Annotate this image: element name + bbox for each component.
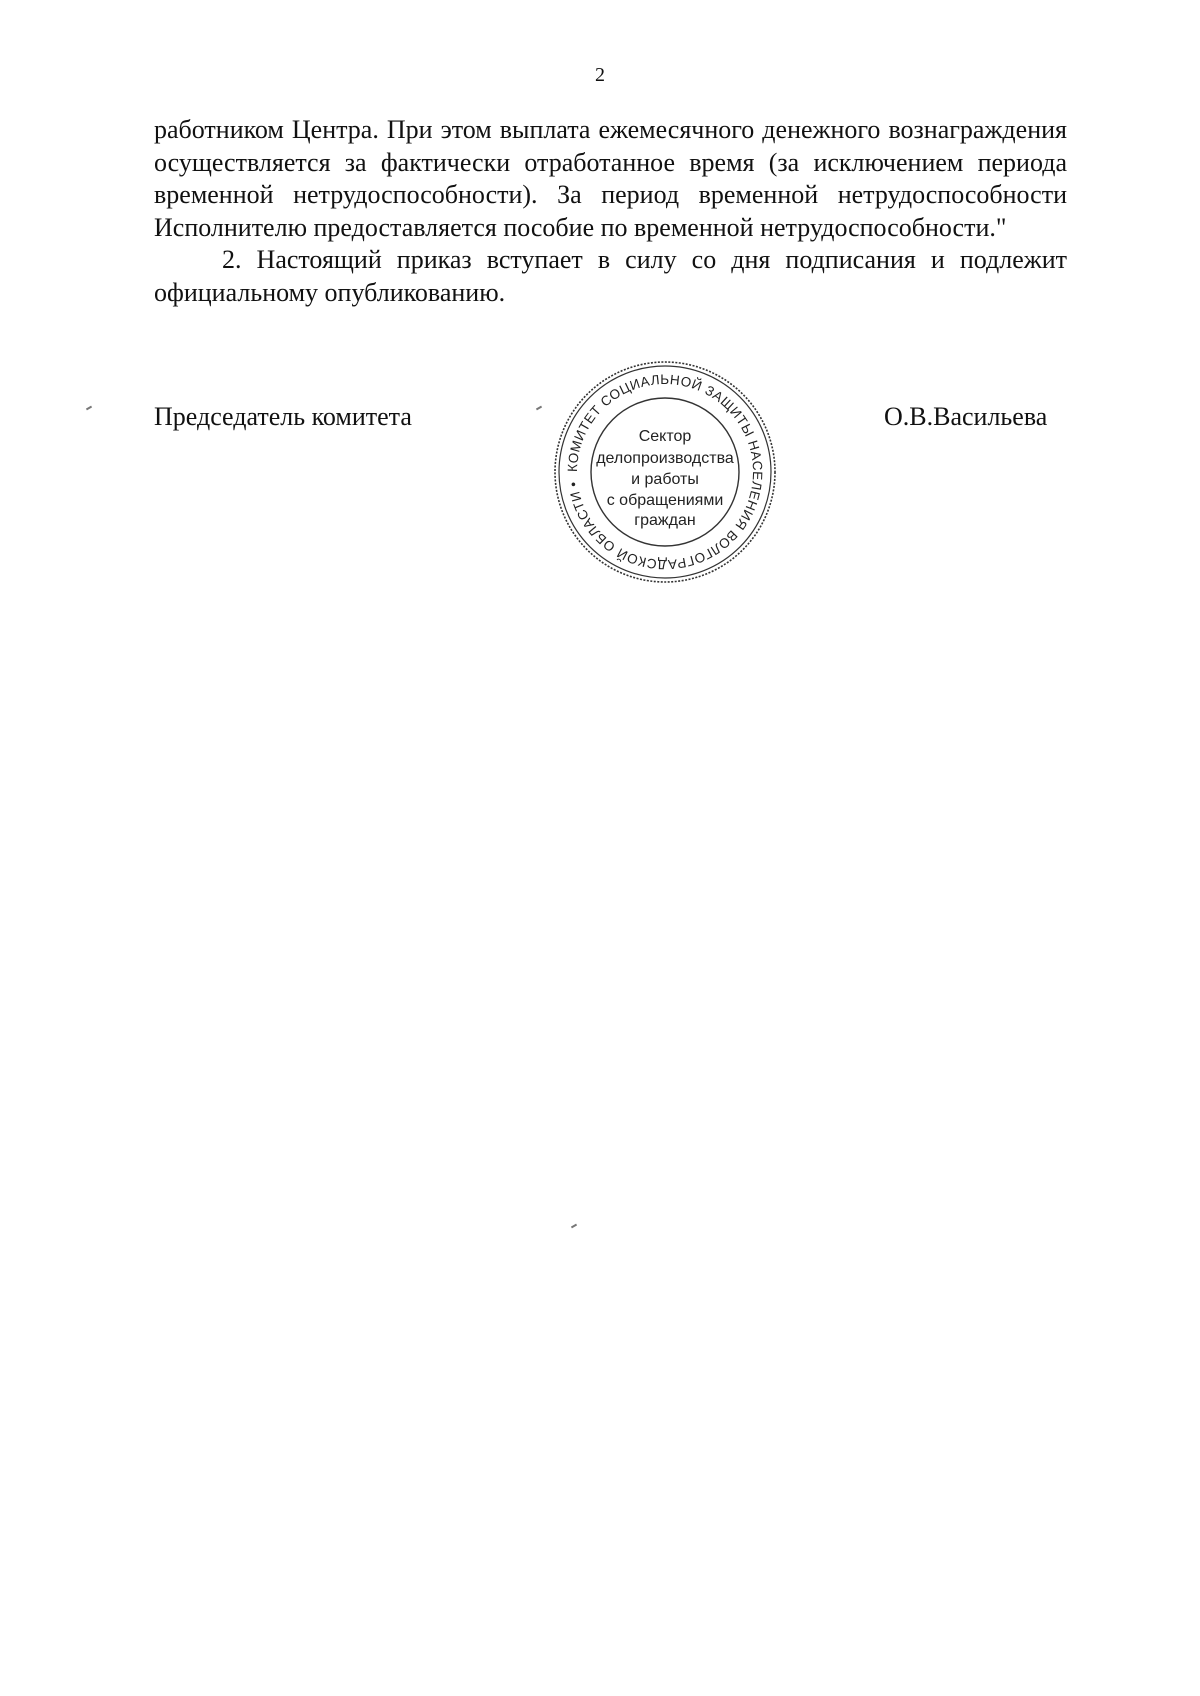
scan-speck (571, 1224, 577, 1229)
stamp-center-line-3: и работы (631, 471, 699, 488)
paragraph-1: работником Центра. При этом выплата ежемесячного денежного вознаграждения осуществляется за фактически отработанное время (за исключением периода временной нетрудоспособности). За период временной нетрудоспособности Исполнителю предоставляется пособие по временной нетрудоспособности." (154, 115, 1067, 242)
scan-speck (86, 406, 92, 411)
paragraph-2: 2. Настоящий приказ вступает в силу со дня подписания и подлежит официальному опубликованию. (154, 245, 1067, 307)
stamp-seal-icon (548, 355, 782, 589)
official-stamp (548, 355, 782, 589)
stamp-center-line-5: граждан (634, 512, 696, 529)
stamp-ring-text: КОМИТЕТ СОЦИАЛЬНОЙ ЗАЩИТЫ НАСЕЛЕНИЯ ВОЛГОГРАДСКОЙ ОБЛАСТИ • (564, 371, 766, 573)
stamp-center-line-2: делопроизводства (596, 450, 734, 467)
document-body (154, 114, 1067, 309)
stamp-center-line-1: Сектор (638, 428, 692, 445)
stamp-center-line-4: с обращениями (606, 492, 724, 509)
signatory-name: О.В.Васильева (884, 402, 1048, 431)
signatory-position: Председатель комитета (154, 402, 412, 431)
scan-speck (536, 406, 542, 411)
page-number: 2 (595, 64, 605, 86)
